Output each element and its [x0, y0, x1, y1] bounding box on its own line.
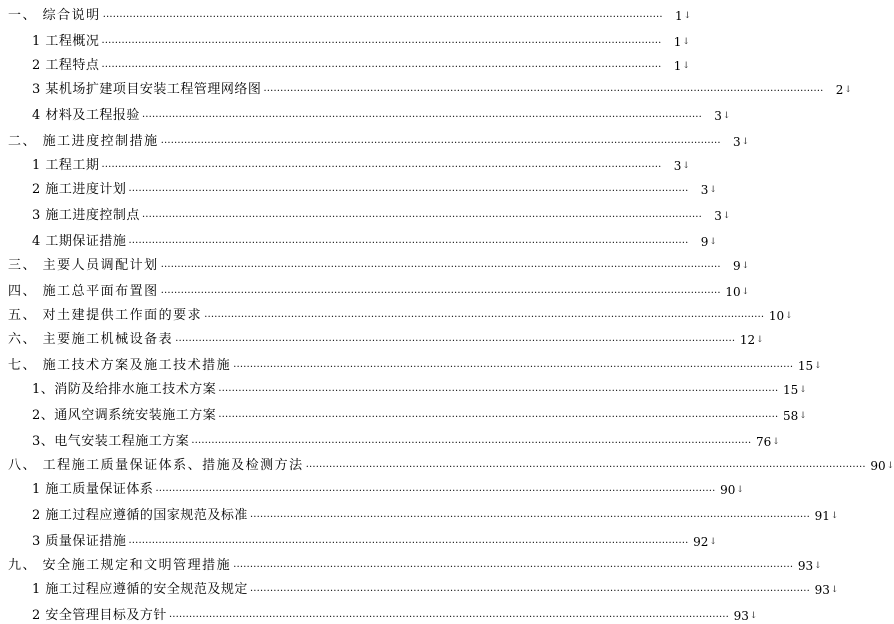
toc-page-number: 1	[675, 9, 683, 23]
toc-dot-leader: ……………………………………………………………………………………………………………………………………………………	[191, 435, 752, 446]
toc-dot-leader: ……………………………………………………………………………………………………………………………………………………	[160, 259, 721, 270]
toc-entry-title: 4 工期保证措施	[32, 234, 127, 249]
toc-entry-title: 四、 施工总平面布置图	[8, 284, 159, 299]
toc-entry-title: 2 安全管理目标及方针	[32, 608, 167, 623]
toc-entry[interactable]	[32, 200, 731, 224]
toc-page-number: 1	[673, 35, 682, 49]
toc-entry-title: 2、通风空调系统安装施工方案	[32, 408, 217, 423]
paragraph-mark-icon: ↓	[814, 561, 822, 571]
toc-page-number: 93	[814, 583, 830, 597]
toc-entry-title: 2 工程特点	[32, 58, 100, 73]
paragraph-mark-icon: ↓	[756, 335, 764, 345]
toc-page-number: 90	[870, 459, 886, 473]
toc-dot-leader: ……………………………………………………………………………………………………………………………………………………	[101, 159, 662, 170]
toc-entry[interactable]	[32, 400, 807, 424]
toc-entry[interactable]	[32, 174, 717, 198]
toc-dot-leader: ……………………………………………………………………………………………………………………………………………………	[233, 359, 794, 370]
toc-dot-leader: ……………………………………………………………………………………………………………………………………………………	[249, 509, 810, 520]
toc-page-number: 92	[693, 535, 709, 549]
toc-entry[interactable]	[32, 500, 839, 524]
toc-entry[interactable]	[32, 26, 690, 50]
toc-entry-title: 2 施工过程应遵循的国家规范及标准	[32, 508, 248, 523]
toc-entry-title: 2 施工进度计划	[32, 182, 127, 197]
toc-dot-leader: ……………………………………………………………………………………………………………………………………………………	[233, 559, 794, 570]
toc-page-number: 3	[700, 183, 709, 197]
paragraph-mark-icon: ↓	[741, 261, 750, 271]
toc-entry[interactable]	[8, 350, 822, 374]
paragraph-mark-icon: ↓	[830, 511, 839, 521]
paragraph-mark-icon: ↓	[785, 311, 793, 321]
toc-entry[interactable]	[8, 324, 764, 348]
toc-page-number: 3	[733, 135, 741, 149]
paragraph-mark-icon: ↓	[682, 61, 690, 71]
toc-entry[interactable]	[32, 150, 690, 174]
toc-entry-title: 1 施工质量保证体系	[32, 482, 154, 497]
toc-entry[interactable]	[32, 474, 744, 498]
toc-page-number: 58	[783, 409, 799, 423]
paragraph-mark-icon: ↓	[682, 37, 690, 47]
toc-dot-leader: ……………………………………………………………………………………………………………………………………………………	[305, 459, 866, 470]
toc-entry[interactable]	[8, 0, 692, 24]
toc-entry-title: 六、 主要施工机械设备表	[8, 332, 174, 347]
toc-entry[interactable]	[8, 450, 894, 474]
toc-dot-leader: ……………………………………………………………………………………………………………………………………………………	[141, 209, 702, 220]
toc-page-number: 2	[835, 83, 844, 97]
toc-page-number: 76	[756, 435, 772, 449]
toc-page-number: 91	[814, 509, 830, 523]
toc-dot-leader: ……………………………………………………………………………………………………………………………………………………	[218, 409, 779, 420]
toc-page-number: 90	[720, 483, 736, 497]
toc-dot-leader: ……………………………………………………………………………………………………………………………………………………	[102, 9, 663, 20]
toc-dot-leader: ……………………………………………………………………………………………………………………………………………………	[168, 609, 729, 620]
paragraph-mark-icon: ↓	[799, 411, 807, 421]
toc-page-number: 15	[783, 383, 799, 397]
toc-entry[interactable]	[32, 526, 717, 550]
paragraph-mark-icon: ↓	[814, 361, 822, 371]
paragraph-mark-icon: ↓	[772, 437, 780, 447]
toc-entry[interactable]	[32, 74, 852, 98]
toc-page-number: 3	[673, 159, 682, 173]
paragraph-mark-icon: ↓	[709, 537, 717, 547]
toc-dot-leader: ……………………………………………………………………………………………………………………………………………………	[218, 383, 779, 394]
toc-entry-title: 九、 安全施工规定和文明管理措施	[8, 558, 232, 573]
paragraph-mark-icon: ↓	[722, 211, 731, 221]
toc-dot-leader: ……………………………………………………………………………………………………………………………………………………	[128, 535, 689, 546]
paragraph-mark-icon: ↓	[709, 185, 717, 195]
toc-dot-leader: ……………………………………………………………………………………………………………………………………………………	[141, 109, 702, 120]
paragraph-mark-icon: ↓	[830, 585, 839, 595]
toc-page-number: 12	[739, 333, 756, 347]
paragraph-mark-icon: ↓	[749, 611, 758, 621]
toc-entry[interactable]	[8, 126, 750, 150]
toc-page-number: 9	[700, 235, 709, 249]
paragraph-mark-icon: ↓	[741, 137, 750, 147]
toc-dot-leader: ……………………………………………………………………………………………………………………………………………………	[263, 83, 824, 94]
toc-dot-leader: ……………………………………………………………………………………………………………………………………………………	[101, 35, 662, 46]
toc-dot-leader: ……………………………………………………………………………………………………………………………………………………	[155, 483, 716, 494]
paragraph-mark-icon: ↓	[736, 485, 744, 495]
toc-entry-title: 1 施工过程应遵循的安全规范及规定	[32, 582, 248, 597]
toc-entry-title: 八、 工程施工质量保证体系、措施及检测方法	[8, 458, 304, 473]
paragraph-mark-icon: ↓	[886, 461, 894, 471]
toc-page-number: 15	[797, 359, 814, 373]
toc-entry-title: 一、 综合说明	[8, 8, 101, 23]
toc-page-number: 3	[714, 209, 722, 223]
toc-entry[interactable]	[32, 600, 758, 624]
toc-page-number: 9	[733, 259, 741, 273]
paragraph-mark-icon: ↓	[722, 111, 731, 121]
toc-entry[interactable]	[8, 300, 793, 324]
toc-entry-title: 1、消防及给排水施工技术方案	[32, 382, 217, 397]
toc-dot-leader: ……………………………………………………………………………………………………………………………………………………	[128, 235, 689, 246]
paragraph-mark-icon: ↓	[799, 385, 807, 395]
toc-entry-title: 1 工程工期	[32, 158, 100, 173]
toc-page-number: 3	[714, 109, 722, 123]
toc-entry-title: 3 质量保证措施	[32, 534, 127, 549]
toc-page-number: 10	[768, 309, 785, 323]
toc-entry-title: 3 某机场扩建项目安装工程管理网络图	[32, 82, 262, 97]
toc-entry[interactable]	[32, 426, 780, 450]
toc-entry[interactable]	[32, 374, 807, 398]
toc-dot-leader: ……………………………………………………………………………………………………………………………………………………	[160, 135, 721, 146]
toc-dot-leader: ……………………………………………………………………………………………………………………………………………………	[101, 59, 662, 70]
toc-entry[interactable]	[32, 574, 839, 598]
toc-dot-leader: ……………………………………………………………………………………………………………………………………………………	[249, 583, 810, 594]
toc-dot-leader: ……………………………………………………………………………………………………………………………………………………	[204, 309, 765, 320]
toc-entry-title: 3 施工进度控制点	[32, 208, 140, 223]
toc-dot-leader: ……………………………………………………………………………………………………………………………………………………	[175, 333, 736, 344]
paragraph-mark-icon: ↓	[741, 287, 750, 297]
toc-entry[interactable]	[8, 250, 750, 274]
toc-entry[interactable]	[32, 226, 717, 250]
toc-entry[interactable]	[8, 276, 750, 300]
toc-entry-title: 4 材料及工程报验	[32, 108, 140, 123]
toc-entry-title: 七、 施工技术方案及施工技术措施	[8, 358, 232, 373]
toc-entry[interactable]	[32, 100, 731, 124]
toc-page-number: 93	[733, 609, 749, 623]
toc-page-number: 10	[725, 285, 741, 299]
toc-dot-leader: ……………………………………………………………………………………………………………………………………………………	[160, 285, 721, 296]
paragraph-mark-icon: ↓	[682, 161, 690, 171]
toc-dot-leader: ……………………………………………………………………………………………………………………………………………………	[128, 183, 689, 194]
paragraph-mark-icon: ↓	[844, 85, 852, 95]
toc-entry[interactable]	[8, 550, 822, 574]
paragraph-mark-icon: ↓	[683, 11, 692, 21]
toc-entry[interactable]	[32, 50, 690, 74]
toc-entry-title: 1 工程概况	[32, 34, 100, 49]
paragraph-mark-icon: ↓	[709, 237, 717, 247]
toc-page-number: 93	[797, 559, 814, 573]
toc-entry-title: 五、 对土建提供工作面的要求	[8, 308, 203, 323]
toc-entry-title: 3、电气安装工程施工方案	[32, 434, 190, 449]
toc-entry-title: 二、 施工进度控制措施	[8, 134, 159, 149]
toc-page-number: 1	[673, 59, 682, 73]
toc-entry-title: 三、 主要人员调配计划	[8, 258, 159, 273]
